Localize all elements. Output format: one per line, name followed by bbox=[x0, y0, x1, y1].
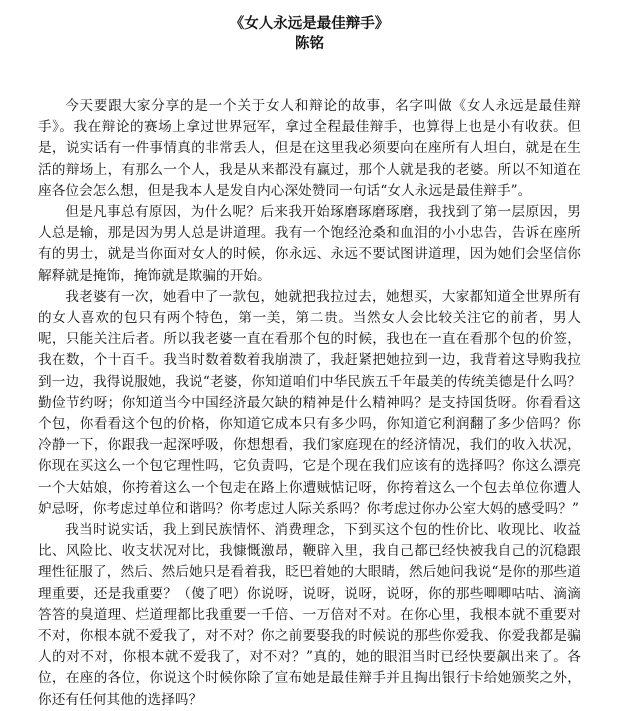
document-author: 陈铭 bbox=[295, 35, 324, 52]
document-title: 《女人永远是最佳辩手》 bbox=[229, 15, 390, 32]
document-body bbox=[38, 96, 581, 711]
paragraph: 我当时说实话，我上到民族情怀、消费理念，下到买这个包的性价比、收现比、收益比、风险比、收支状况对比，我慷慨激昂，鞭辟入里，我自己都已经快被我自己的沉稳跟理性征服了，然后、然后她只是看着我，眨巴着她的大眼睛，然后她问我说“是你的那些道理重要，还是我重要？（傻了吧）你说呀，说呀，说呀，说呀，你的那些唧唧咕咕、滴滴答答的臭道理、烂道理都比我重要一千倍、一万倍对不对。在你心里，我根本就不重要对不对，你根本就不爱我了，对不对？你之前要娶我的时候说的那些你爱我、你爱我都是骗人的对不对，你根本就不爱我了，对不对？”真的，她的眼泪当时已经快要飙出来了。各位，在座的各位，你说这个时候你除了宣布她是最佳辩手并且掏出银行卡给她颁奖之外，你还有任何其他的选择吗？ bbox=[38, 522, 581, 708]
paragraph: 但是凡事总有原因，为什么呢？后来我开始琢磨琢磨琢磨，我找到了第一层原因，男人总是输，那是因为男人总是讲道理。我有一个饱经沧桑和血泪的小小忠告，告诉在座所有的男士，就是当你面对女人的时候，你永远、永远不要试图讲道理，因为她们会坚信你解释就是掩饰，掩饰就是欺骗的开始。 bbox=[38, 204, 581, 284]
paragraph: 今天要跟大家分享的是一个关于女人和辩论的故事，名字叫做《女人永远是最佳辩手》。我在辩论的赛场上拿过世界冠军，拿过全程最佳辩手，也算得上也是小有收获。但是，说实话有一件事情真的非常丢人，但是在这里我必须要向在座所有人坦白，就是在生活的辩场上，有那么一个人，我是从来都没有赢过，那个人就是我的老婆。所以不知道在座各位会怎么想，但是我本人是发自内心深处赞同一句话“女人永远是最佳辩手”。 bbox=[38, 98, 581, 199]
paragraph: 我老婆有一次，她看中了一款包，她就把我拉过去，她想买，大家都知道全世界所有的女人喜欢的包只有两个特色，第一美，第二贵。当然女人会比较关注它的前者，男人呢，只能关注后者。所以我老婆一直在看那个包的时候，我也在一直在看那个包的价签，我在数，个十百千。我当时数着数着我崩溃了，我赶紧把她拉到一边，我背着这导购我拉到一边，我得说服她，我说“老婆，你知道咱们中华民族五千年最美的传统美德是什么吗？勤俭节约呀；你知道当今中国经济最欠缺的精神是什么精神吗？是支持国货呀。你看看这个包，你看看这个包的价格，你知道它成本只有多少吗，你知道它利润翻了多少倍吗？你冷静一下，你跟我一起深呼吸，你想想看，我们家庭现在的经济情况，我们的收入状况，你现在买这么一个包它理性吗，它负责吗，它是个现在我们应该有的选择吗？你这么漂亮一个大姑娘，你挎着这么一个包走在路上你遭贼惦记呀，你挎着这么一个包去单位你遭人妒忌呀，你考虑过单位和谐吗？你考虑过人际关系吗？你考虑过你办公室大妈的感受吗？” bbox=[38, 288, 581, 517]
